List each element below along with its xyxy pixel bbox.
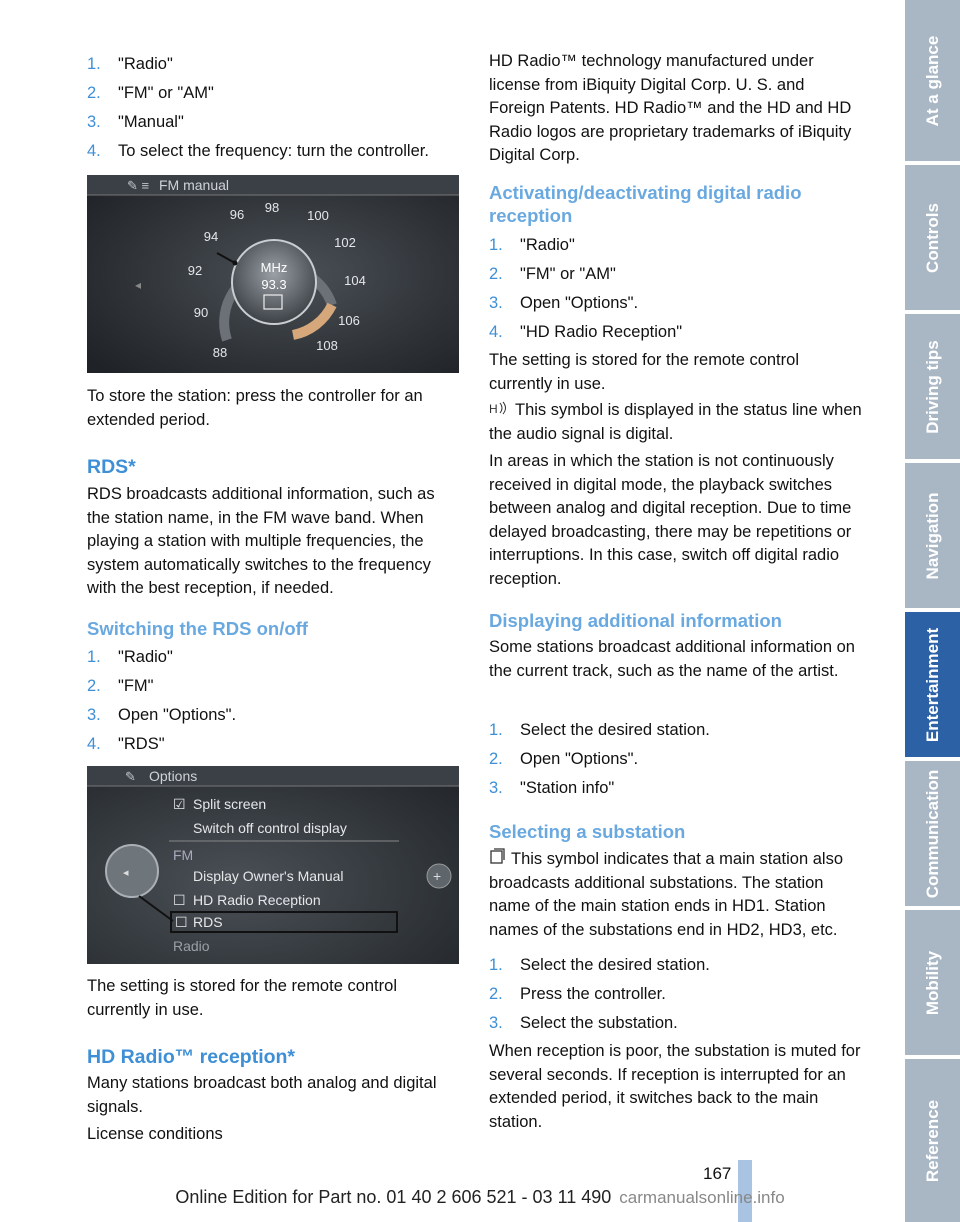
svg-text:H: H xyxy=(489,402,498,415)
list-item: 3. Open "Options". xyxy=(489,294,639,312)
steps-substation xyxy=(489,951,864,1038)
svg-text:98: 98 xyxy=(264,200,280,215)
tab-communication[interactable]: Communication xyxy=(905,761,960,906)
list-item: 2. "FM" or "AM" xyxy=(87,84,214,102)
svg-text:◂: ◂ xyxy=(123,867,129,879)
list-item: 3. Select the substation. xyxy=(489,1014,678,1032)
svg-text:96: 96 xyxy=(229,207,245,222)
svg-text:Display Owner's Manual: Display Owner's Manual xyxy=(193,868,344,884)
list-item: 1. "Radio" xyxy=(87,648,173,666)
svg-text:Switch off control display: Switch off control display xyxy=(193,820,347,836)
hd-symbol-text: H This symbol is displayed in the status line when the audio signal is digital. xyxy=(489,399,864,446)
svg-text:✎: ✎ xyxy=(125,769,136,784)
steps-rds xyxy=(87,643,462,759)
tab-reference[interactable]: Reference xyxy=(905,1059,960,1222)
setting-text-right: The setting is stored for the remote control currently in use. xyxy=(489,351,799,393)
svg-text:☐: ☐ xyxy=(173,892,186,908)
svg-text:90: 90 xyxy=(193,305,209,320)
rds-text: RDS broadcasts additional information, such as the station name, in the FM wave band. When playing a station with multiple frequencies, the system automatically switches to the frequency with the best reception, if needed. xyxy=(87,485,435,597)
svg-text:☑: ☑ xyxy=(173,796,186,812)
svg-text:✎ ≡: ✎ ≡ xyxy=(127,178,150,193)
svg-text:MHz: MHz xyxy=(260,260,288,275)
hd-digital-icon xyxy=(489,399,509,423)
svg-text:108: 108 xyxy=(316,338,338,353)
list-item: 4. To select the frequency: turn the controller. xyxy=(87,142,429,160)
rds-heading: RDS* xyxy=(87,456,136,478)
options-screenshot xyxy=(87,766,459,964)
svg-text:FM: FM xyxy=(173,847,194,863)
displaying-heading: Displaying additional information xyxy=(489,610,782,631)
svg-text:Split screen: Split screen xyxy=(193,796,267,812)
svg-text:94: 94 xyxy=(203,229,219,244)
tab-entertainment[interactable]: Entertainment xyxy=(905,612,960,757)
svg-text:☐: ☐ xyxy=(175,914,188,930)
setting-text-left: The setting is stored for the remote control currently in use. xyxy=(87,977,397,1019)
list-item: 1. "Radio" xyxy=(489,236,575,254)
displaying-text: Some stations broadcast additional information on the current track, such as the name of the artist. xyxy=(489,638,855,680)
license-label: License conditions xyxy=(87,1125,223,1143)
svg-text:RDS: RDS xyxy=(193,914,223,930)
fm-manual-screenshot xyxy=(87,175,459,373)
steps-frequency xyxy=(87,50,462,166)
hd-heading: HD Radio™ reception* xyxy=(87,1046,296,1068)
tab-controls[interactable]: Controls xyxy=(905,165,960,310)
tab-at-a-glance[interactable]: At a glance xyxy=(905,0,960,161)
activating-heading: Activating/deactivating digital radio reception xyxy=(489,182,802,226)
svg-text:88: 88 xyxy=(212,345,228,360)
steps-station-info xyxy=(489,716,864,803)
steps-activate xyxy=(489,231,864,347)
hd-text: Many stations broadcast both analog and digital signals. xyxy=(87,1074,437,1116)
substation-text: This symbol indicates that a main station also broadcasts additional substations. The station name of the main station ends in HD1. Station names of the substations end in HD2, HD3, etc. xyxy=(489,848,864,942)
footer-text: Online Edition for Part no. 01 40 2 606 521 - 03 11 490 carmanualsonline.info xyxy=(175,1187,785,1207)
tab-driving-tips[interactable]: Driving tips xyxy=(905,314,960,459)
svg-text:93.3: 93.3 xyxy=(261,277,287,292)
svg-text:Options: Options xyxy=(149,768,198,784)
switch-rds-heading: Switching the RDS on/off xyxy=(87,618,308,639)
list-item: 3. "Manual" xyxy=(87,113,184,131)
svg-text:+: + xyxy=(433,868,442,884)
license-text: HD Radio™ technology manufactured under license from iBiquity Digital Corp. U. S. and Foreign Patents. HD Radio™ and the HD and HD Radio logos are proprietary trademarks of iBiquity Digital Corp. xyxy=(489,52,852,164)
list-item: 2. Open "Options". xyxy=(489,750,639,768)
watermark: carmanualsonline.info xyxy=(619,1188,785,1207)
svg-text:104: 104 xyxy=(344,273,366,288)
substation-heading: Selecting a substation xyxy=(489,821,686,842)
areas-text: In areas in which the station is not continuously received in digital mode, the playback switches between analog and digital reception. Due to time delayed broadcasting, there may be repetitions or interruptions. In this case, switch off digital radio reception. xyxy=(489,452,852,588)
list-item: 2. Press the controller. xyxy=(489,985,666,1003)
poor-reception-text: When reception is poor, the substation is muted for several seconds. If reception is interrupted for an extended period, it switches back to the main station. xyxy=(489,1042,861,1131)
fm-dial-graphic xyxy=(87,175,459,373)
svg-text:FM manual: FM manual xyxy=(159,177,230,193)
options-menu-graphic xyxy=(87,766,459,964)
svg-text:106: 106 xyxy=(338,313,360,328)
list-item: 3. Open "Options". xyxy=(87,706,237,724)
list-item: 4. "HD Radio Reception" xyxy=(489,323,683,341)
list-item: 2. "FM" or "AM" xyxy=(489,265,616,283)
list-item: 1. "Radio" xyxy=(87,55,173,73)
tab-mobility[interactable]: Mobility xyxy=(905,910,960,1055)
list-item: 1. Select the desired station. xyxy=(489,721,710,739)
list-item: 1. Select the desired station. xyxy=(489,956,710,974)
svg-text:HD Radio Reception: HD Radio Reception xyxy=(193,892,321,908)
svg-text:92: 92 xyxy=(187,263,203,278)
svg-text:Radio: Radio xyxy=(173,938,210,954)
svg-text:◂: ◂ xyxy=(135,278,142,292)
svg-text:100: 100 xyxy=(307,208,329,223)
list-item: 4. "RDS" xyxy=(87,735,165,753)
svg-text:102: 102 xyxy=(334,235,356,250)
list-item: 3. "Station info" xyxy=(489,779,615,797)
page-number: 167 xyxy=(703,1164,732,1183)
substation-icon xyxy=(489,848,505,872)
list-item: 2. "FM" xyxy=(87,677,154,695)
tab-navigation[interactable]: Navigation xyxy=(905,463,960,608)
store-text: To store the station: press the controller for an extended period. xyxy=(87,387,423,429)
